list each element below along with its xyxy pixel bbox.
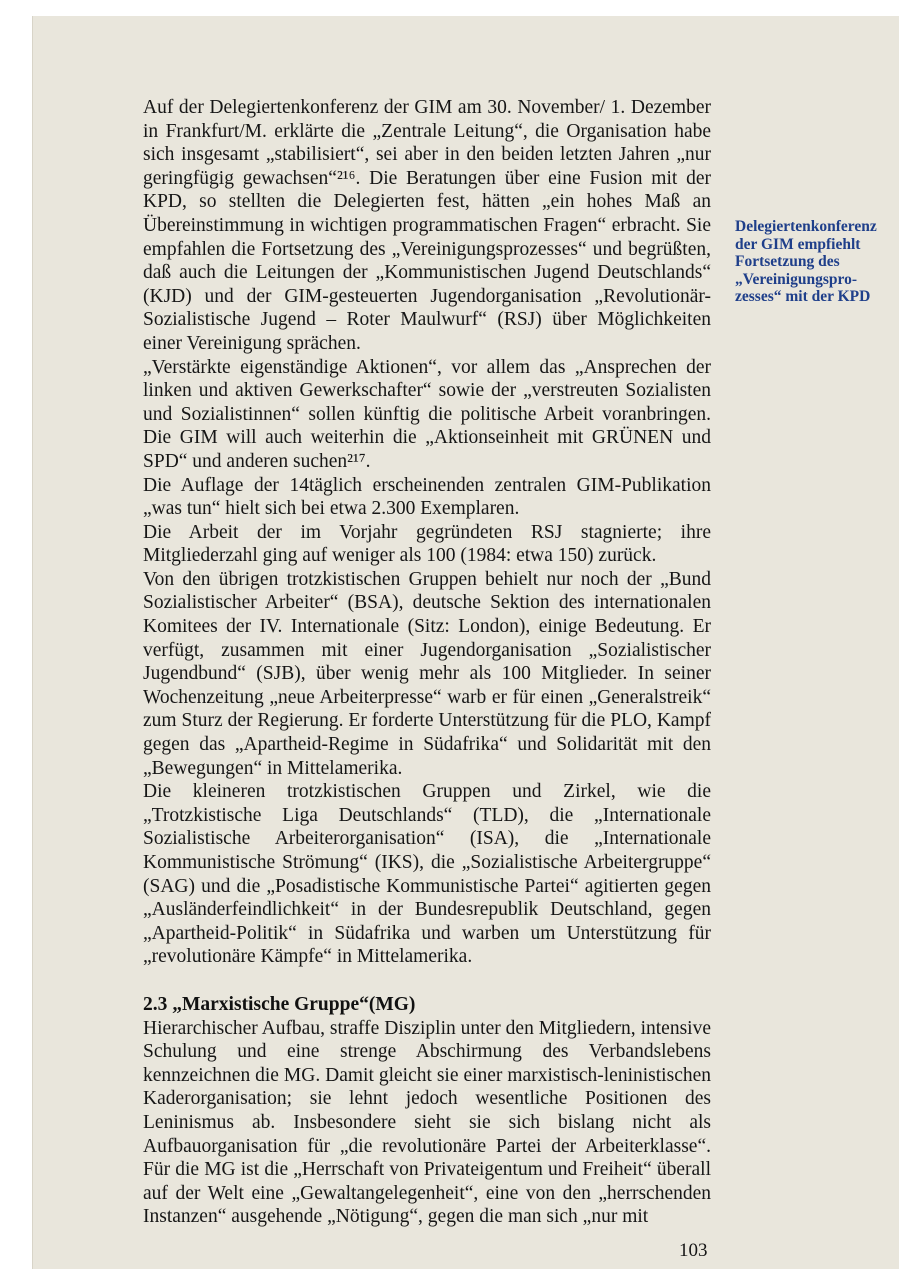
paragraph-marxistische-gruppe: Hierarchischer Aufbau, straffe Disziplin unter den Mitgliedern, intensive Schulung und eine strenge Abschirmung des Verbandslebens kennzeichnen die MG. Damit gleicht sie einer marxistisch-leninistischen Kaderorganisation; sie lehnt jedoch wesentliche Positionen des Leninismus ab. Insbesondere sieht sie sich bislang nicht als Aufbauorganisation für „die revolutionäre Partei der Arbeiterklasse“. Für die MG ist die „Herrschaft von Privateigentum und Freiheit“ überall auf der Welt eine „Gewaltangelegenheit“, eine von den „herrschenden Instanzen“ ausgehende „Nötigung“, gegen die man sich „nur mit [143,1017,711,1228]
main-text-column [143,96,711,1229]
paragraph-rsj: Die Arbeit der im Vorjahr gegründeten RSJ stagnierte; ihre Mitgliederzahl ging auf weniger als 100 (1984: etwa 150) zurück. [143,521,711,567]
page-number: 103 [679,1240,708,1261]
paragraph-auflage: Die Auflage der 14täglich erscheinenden zentralen GIM-Publikation „was tun“ hielt sich bei etwa 2.300 Exemplaren. [143,474,711,520]
margin-note: Delegiertenkonferenz der GIM empfiehlt Fortsetzung des „Vereinigungspro- zesses“ mit der KPD [735,218,877,305]
paragraph-kleinere-gruppen: Die kleineren trotzkistischen Gruppen und Zirkel, wie die „Trotzkistische Liga Deutschlands“ (TLD), die „Internationale Sozialistische Arbeiterorganisation“ (ISA), die „Internationale Kommunistische Strömung“ (IKS), die „Sozialistische Arbeitergruppe“ (SAG) und die „Posadistische Kommunistische Partei“ agitierten gegen „Ausländerfeindlichkeit“ in der Bundesrepublik Deutschland, gegen „Apartheid-Politik“ in Südafrika und warben um Unterstützung für „revolutionäre Kämpfe“ in Mittelamerika. [143,781,711,968]
paragraph-aktionen: „Verstärkte eigenständige Aktionen“, vor allem das „Ansprechen der linken und aktiven Gewerkschafter“ sowie der „verstreuten Sozialisten und Sozialistinnen“ sollen künftig die politische Arbeit voranbringen. Die GIM will auch weiterhin die „Aktionseinheit mit GRÜNEN und SPD“ und anderen suchen²¹⁷. [143,356,711,472]
paragraph-delegiertenkonferenz: Auf der Delegiertenkonferenz der GIM am 30. November/ 1. Dezember in Frankfurt/M. erklärte die „Zentrale Leitung“, die Organisation habe sich insgesamt „stabilisiert“, sei aber in den beiden letzten Jahren „nur geringfügig gewachsen“²¹⁶. Die Beratungen über eine Fusion mit der KPD, so stellten die Delegierten fest, hätten „ein hohes Maß an Übereinstimmung in wichtigen programmatischen Fragen“ erbracht. Sie empfahlen die Fortsetzung des „Vereinigungsprozesses“ und begrüßten, daß auch die Leitungen der „Kommunistischen Jugend Deutschlands“ (KJD) und der GIM-gesteuerten Jugendorganisation „Revolutionär-Sozialistische Jugend – Roter Maulwurf“ (RSJ) über Möglichkeiten einer Vereinigung sprächen. [143,97,711,354]
section-heading: 2.3 „Marxistische Gruppe“(MG) [143,993,416,1015]
document-page [32,16,899,1269]
paragraph-bsa: Von den übrigen trotzkistischen Gruppen behielt nur noch der „Bund Sozialistischer Arbeiter“ (BSA), deutsche Sektion des internationalen Komitees der IV. Internationale (Sitz: London), einige Bedeutung. Er verfügt, zusammen mit einer Jugendorganisation „Sozialistischer Jugendbund“ (SJB), über wenig mehr als 100 Mitglieder. In seiner Wochenzeitung „neue Arbeiterpresse“ warb er für einen „Generalstreik“ zum Sturz der Regierung. Er forderte Unterstützung für die PLO, Kampf gegen das „Apartheid-Regime in Südafrika“ und Solidarität mit den „Bewegungen“ in Mittelamerika. [143,568,711,779]
